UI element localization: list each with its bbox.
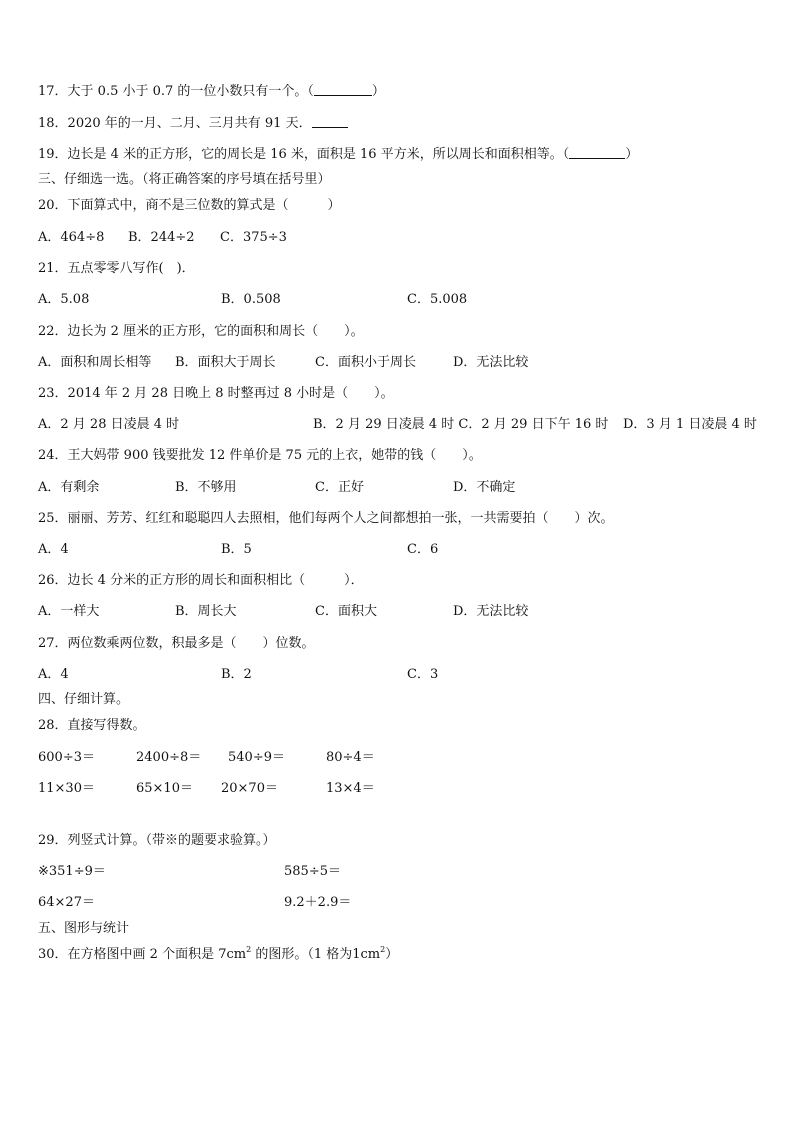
question-20-stem: 20．下面算式中，商不是三位数的算式是（ ） [38, 198, 341, 213]
calc-item: 600÷3＝ [38, 750, 95, 765]
question-17-text: 17．大于 0.5 小于 0.7 的一位小数只有一个。（ [38, 84, 314, 99]
question-21-stem: 21．五点零零八写作( )． [38, 261, 195, 276]
calc-item: 540÷9＝ [228, 750, 285, 765]
question-18 [38, 115, 348, 132]
option-b: B．0.508 [221, 292, 281, 307]
option-a: A．4 [38, 542, 69, 557]
option-c: C．正好 [315, 480, 364, 495]
question-22-stem: 22．边长为 2 厘米的正方形，它的面积和周长（ ）。 [38, 324, 364, 339]
question-29-stem: 29．列竖式计算。（带※的题要求验算。） [38, 833, 276, 848]
option-a: A．面积和周长相等 [38, 355, 152, 370]
question-27-stem: 27．两位数乘两位数，积最多是（ ）位数。 [38, 636, 315, 651]
calc-item: 9.2＋2.9＝ [284, 895, 352, 910]
question-17: 17．大于 0.5 小于 0.7 的一位小数只有一个。（ ） [38, 84, 385, 99]
option-d: D．无法比较 [453, 355, 529, 370]
question-19: 19．边长是 4 米的正方形，它的周长是 16 米，面积是 16 平方米，所以周长和面积相等。（ ） [38, 147, 639, 162]
question-24-stem: 24．王大妈带 900 钱要批发 12 件单价是 75 元的上衣，她带的钱（ ）。 [38, 448, 482, 463]
option-b: B．不够用 [175, 480, 237, 495]
option-c: C．375÷3 [220, 230, 287, 245]
option-a: A．有剩余 [38, 480, 100, 495]
section-5-title: 五、图形与统计 [38, 921, 130, 936]
question-26-stem: 26．边长 4 分米的正方形的周长和面积相比（ ）． [38, 573, 364, 588]
question-19-text: 19．边长是 4 米的正方形，它的周长是 16 米，面积是 16 平方米，所以周长和面积相等。（ [38, 147, 570, 162]
option-b: B．5 [221, 542, 252, 557]
option-b-c: B．2 月 29 日凌晨 4 时 C．2 月 29 日下午 16 时 [313, 417, 609, 432]
option-a: A．464÷8 [38, 230, 105, 245]
option-c: C．5.008 [407, 292, 468, 307]
question-25-stem: 25．丽丽、芳芳、红红和聪聪四人去照相，他们每两个人之间都想拍一张，一共需要拍（ ）次。 [38, 511, 614, 526]
question-28-stem: 28．直接写得数。 [38, 718, 146, 733]
option-a: A．一样大 [38, 604, 100, 619]
option-b: B．244÷2 [128, 230, 195, 245]
calc-item: 585÷5＝ [284, 864, 341, 879]
question-23-stem: 23．2014 年 2 月 28 日晚上 8 时整再过 8 小时是（ ）。 [38, 386, 394, 401]
option-a: A．4 [38, 667, 69, 682]
answer-blank [312, 115, 348, 128]
calc-item: 11×30＝ [38, 781, 95, 796]
calc-item: 65×10＝ [136, 781, 193, 796]
option-d: D．3 月 1 日凌晨 4 时 [623, 417, 757, 432]
calc-item: 80÷4＝ [326, 750, 375, 765]
option-a: A．5.08 [38, 292, 90, 307]
option-c: C．6 [407, 542, 439, 557]
question-18-text: 18．2020 年的一月、二月、三月共有 91 天． [38, 116, 312, 131]
calc-item: 64×27＝ [38, 895, 95, 910]
option-b: B．面积大于周长 [175, 355, 276, 370]
option-c: C．面积大 [315, 604, 377, 619]
option-d: D．无法比较 [453, 604, 529, 619]
option-c: C．面积小于周长 [315, 355, 416, 370]
calc-item: 13×4＝ [326, 781, 375, 796]
question-30: 30．在方格图中画 2 个面积是 $7cm^2$ 的图形。（1 格为$1cm^2$） [38, 945, 399, 962]
option-a: A．2 月 28 日凌晨 4 时 [38, 417, 180, 432]
calc-item: 20×70＝ [221, 781, 278, 796]
section-3-title: 三、仔细选一选。（将正确答案的序号填在括号里） [38, 172, 331, 187]
answer-blank [569, 146, 625, 159]
answer-blank [314, 83, 372, 96]
calc-item: ※351÷9＝ [38, 864, 106, 879]
option-b: B．2 [221, 667, 252, 682]
section-4-title: 四、仔细计算。 [38, 692, 130, 707]
option-b: B．周长大 [175, 604, 237, 619]
option-c: C．3 [407, 667, 439, 682]
calc-item: 2400÷8＝ [136, 750, 202, 765]
option-d: D．不确定 [453, 480, 516, 495]
